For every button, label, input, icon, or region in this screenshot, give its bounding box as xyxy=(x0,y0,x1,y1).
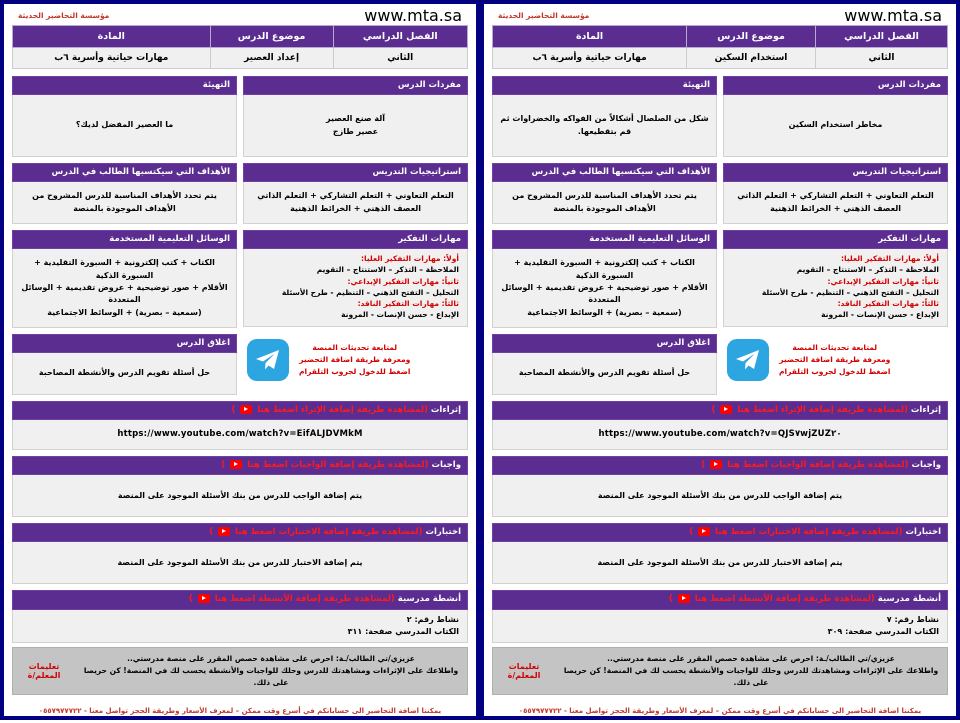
teacher-instructions-text xyxy=(555,648,947,694)
thinking-label-3: ثالثاً: مهارات التفكير الناقد: xyxy=(837,299,939,309)
tests-link-text[interactable]: (لمشاهدة طريقة إضافة الاختبارات اضغط هنا xyxy=(715,527,903,538)
panel-teaching-aids xyxy=(12,230,237,328)
telegram-block[interactable] xyxy=(243,333,468,389)
table-row xyxy=(13,48,468,69)
youtube-play-icon[interactable] xyxy=(710,460,722,469)
activity-number-value: ٧ xyxy=(886,614,892,624)
teacher-line-2: واطلاعك على الإثراءات ومشاهدتك للدرس وحلك للواجبات والأنشطة يحسب لك في المنصة! كن حريصا على ذلك. xyxy=(563,666,939,688)
telegram-line-3: اضغط للدخول لجروب التلقرام xyxy=(779,366,891,376)
tests-close-paren: ) xyxy=(689,527,694,538)
value-lesson-topic: إعداد العصير xyxy=(210,48,333,69)
panel-head-warmup: التهيئة xyxy=(492,76,717,95)
tests-title: اختبارات xyxy=(905,527,941,538)
header-subject: المادة xyxy=(493,26,687,48)
panel-thinking-skills xyxy=(243,230,468,327)
activity-number-label: نشاط رقم: xyxy=(894,614,939,624)
panel-head-thinking-skills: مهارات التفكير xyxy=(723,230,948,249)
aids-line-2: الأقلام + صور توضيحية + عروض تقديمية + الوسائل المتعددة xyxy=(21,282,228,305)
activity-number-row xyxy=(501,614,939,626)
panel-head-warmup: التهيئة xyxy=(12,76,237,95)
brand-organization: مؤسسة التحاضير الحديثة xyxy=(18,11,110,20)
activity-details xyxy=(12,610,468,644)
activity-details xyxy=(492,610,948,644)
panel-head-enrichment[interactable] xyxy=(492,401,948,420)
value-subject: مهارات حياتية وأسرية ٦ب xyxy=(13,48,211,69)
value-subject: مهارات حياتية وأسرية ٦ب xyxy=(493,48,687,69)
aids-line-1: الكتاب + كتب إلكترونية + السبورة التقليدية + السبورة الذكية xyxy=(34,258,215,280)
strategies-line-2: العصف الذهني + الخرائط الذهنية xyxy=(770,203,901,213)
teacher-instructions-label: تعليمات المعلم/ة xyxy=(27,662,61,681)
panel-head-objectives: الأهداف التي سيكتسبها الطالب في الدرس xyxy=(12,163,237,182)
activities-title: أنشطة مدرسية xyxy=(397,594,461,605)
panel-tests xyxy=(12,523,468,584)
closure-text: حل أسئلة تقويم الدرس والأنشطة المصاحبة xyxy=(492,353,717,395)
aids-line-3: (سمعية – بصرية) + الوسائط الاجتماعية xyxy=(527,307,682,317)
panel-objectives xyxy=(492,163,717,224)
panel-school-activities xyxy=(12,590,468,695)
book-page-label: الكتاب المدرسي صفحة: xyxy=(365,626,459,636)
activities-close-paren: ) xyxy=(668,594,673,605)
panel-head-tests[interactable] xyxy=(492,523,948,542)
enrichment-title: إثراءات xyxy=(430,405,461,416)
header-term: الفصل الدراسي xyxy=(333,26,467,48)
value-lesson-topic: استخدام السكين xyxy=(687,48,816,69)
tests-title: اختبارات xyxy=(425,527,461,538)
homework-close-paren: ) xyxy=(221,460,226,471)
panel-enrichment xyxy=(12,401,468,450)
objectives-text: يتم تحدد الأهداف المناسبة للدرس المشروح من الأهداف الموجودة بالمنصة xyxy=(12,182,237,224)
column-warmup xyxy=(492,76,717,401)
enrichment-close-paren: ) xyxy=(711,405,716,416)
strategies-body xyxy=(723,182,948,224)
strategies-line-1: التعلم التعاوني + التعلم التشاركي + التعلم الذاتي xyxy=(737,191,934,201)
panel-head-teaching-aids: الوسائل التعليمية المستخدمة xyxy=(12,230,237,249)
enrichment-title: إثراءات xyxy=(910,405,941,416)
enrichment-link-text[interactable]: (لمشاهدة طريقة إضافة الإثراء اضغط هنا xyxy=(257,405,428,416)
panel-head-homework[interactable] xyxy=(12,456,468,475)
teacher-instructions-label: تعليمات المعلم/ة xyxy=(507,662,541,681)
youtube-play-icon[interactable] xyxy=(240,405,252,414)
book-page-value: ٣٠٩ xyxy=(827,626,843,636)
youtube-play-icon[interactable] xyxy=(198,594,210,603)
thinking-label-1: أولاً: مهارات التفكير العليا: xyxy=(361,254,459,264)
thinking-value-1: الملاحظة – التذكر – الاستنتاج – التقويم xyxy=(796,265,939,275)
homework-link-text[interactable]: (لمشاهدة طريقة إضافة الواجبات اضغط هنا xyxy=(247,460,429,471)
vocabulary-line-1: آلة صنع العصير xyxy=(326,114,386,124)
panel-homework xyxy=(12,456,468,517)
telegram-line-1: لمتابعة تحديثات المنصة xyxy=(792,342,878,352)
telegram-icon[interactable] xyxy=(727,339,769,381)
youtube-play-icon[interactable] xyxy=(230,460,242,469)
panel-vocabulary xyxy=(243,76,468,157)
book-page-row xyxy=(21,626,459,638)
homework-close-paren: ) xyxy=(701,460,706,471)
panel-head-teaching-aids: الوسائل التعليمية المستخدمة xyxy=(492,230,717,249)
telegram-line-2: ومعرفة طريقة اضافة التحضير xyxy=(299,354,411,364)
thinking-value-2: التحليل – التفتح الذهني – التنظيم - طرح الأسئلة xyxy=(281,287,459,297)
brand-url: www.mta.sa xyxy=(364,6,462,25)
telegram-text xyxy=(779,342,890,378)
aids-line-2: الأقلام + صور توضيحية + عروض تقديمية + الوسائل المتعددة xyxy=(501,282,708,305)
enrichment-link-text[interactable]: (لمشاهدة طريقة إضافة الإثراء اضغط هنا xyxy=(737,405,908,416)
panel-head-school-activities[interactable] xyxy=(12,590,468,609)
aids-line-1: الكتاب + كتب إلكترونية + السبورة التقليدية + السبورة الذكية xyxy=(514,258,695,280)
telegram-text xyxy=(299,342,410,378)
panel-enrichment xyxy=(492,401,948,450)
teaching-aids-body xyxy=(492,249,717,328)
telegram-line-2: ومعرفة طريقة اضافة التحضير xyxy=(779,354,891,364)
telegram-line-1: لمتابعة تحديثات المنصة xyxy=(312,342,398,352)
panel-head-enrichment[interactable] xyxy=(12,401,468,420)
teacher-line-1: عزيزي/تي الطالب/ـة: احرص على مشاهدة حصص المقرر على منصة مدرستي.. xyxy=(607,654,895,664)
thinking-label-3: ثالثاً: مهارات التفكير الناقد: xyxy=(357,299,459,309)
tests-text: يتم إضافة الاختبار للدرس من بنك الأسئلة الموجود على المنصة xyxy=(492,542,948,584)
homework-title: واجبات xyxy=(911,460,941,471)
panel-head-objectives: الأهداف التي سيكتسبها الطالب في الدرس xyxy=(492,163,717,182)
activity-number-value: ٢ xyxy=(406,614,412,624)
panel-head-thinking-skills: مهارات التفكير xyxy=(243,230,468,249)
tests-text: يتم إضافة الاختبار للدرس من بنك الأسئلة الموجود على المنصة xyxy=(12,542,468,584)
activity-number-label: نشاط رقم: xyxy=(414,614,459,624)
panel-homework xyxy=(492,456,948,517)
youtube-play-icon[interactable] xyxy=(720,405,732,414)
panel-strategies xyxy=(243,163,468,224)
header-subject: المادة xyxy=(13,26,211,48)
upper-columns xyxy=(12,76,468,401)
panel-head-strategies: استراتيجيات التدريس xyxy=(243,163,468,182)
column-vocabulary xyxy=(243,76,468,401)
book-page-row xyxy=(501,626,939,638)
upper-columns xyxy=(492,76,948,401)
table-header-row xyxy=(13,26,468,48)
homework-title: واجبات xyxy=(431,460,461,471)
enrichment-url[interactable]: https://www.youtube.com/watch?v=QJS٧wjZUZ٢٠ xyxy=(492,420,948,450)
panel-head-school-activities[interactable] xyxy=(492,590,948,609)
youtube-play-icon[interactable] xyxy=(698,527,710,536)
warmup-text: ما العصير المفضل لديك؟ xyxy=(12,95,237,157)
header-term: الفصل الدراسي xyxy=(815,26,947,48)
vocabulary-line-1: مخاطر استخدام السكين xyxy=(788,120,883,130)
thinking-skills-body xyxy=(243,249,468,327)
panel-head-vocabulary: مفردات الدرس xyxy=(723,76,948,95)
lesson-page-right xyxy=(0,0,480,720)
activities-close-paren: ) xyxy=(188,594,193,605)
telegram-icon[interactable] xyxy=(247,339,289,381)
youtube-play-icon[interactable] xyxy=(218,527,230,536)
tests-link-text[interactable]: (لمشاهدة طريقة إضافة الاختبارات اضغط هنا xyxy=(235,527,423,538)
enrichment-url[interactable]: https://www.youtube.com/watch?v=EifALJDVMkM xyxy=(12,420,468,450)
panel-thinking-skills xyxy=(723,230,948,327)
telegram-line-3: اضغط للدخول لجروب التلقرام xyxy=(299,366,411,376)
book-page-label: الكتاب المدرسي صفحة: xyxy=(845,626,939,636)
thinking-label-2: ثانياً: مهارات التفكير الإبداعي: xyxy=(827,276,939,286)
panel-warmup xyxy=(12,76,237,157)
panel-closure xyxy=(492,334,717,395)
teacher-line-2: واطلاعك على الإثراءات ومشاهدتك للدرس وحلك للواجبات والأنشطة يحسب لك في المنصة! كن حريصا على ذلك. xyxy=(83,666,459,688)
brand-bar xyxy=(492,7,948,25)
panel-tests xyxy=(492,523,948,584)
strategies-body xyxy=(243,182,468,224)
panel-teaching-aids xyxy=(492,230,717,328)
strategies-line-2: العصف الذهني + الخرائط الذهنية xyxy=(290,203,421,213)
homework-text: يتم إضافة الواجب للدرس من بنك الأسئلة الموجود على المنصة xyxy=(12,475,468,517)
panel-objectives xyxy=(12,163,237,224)
panel-closure xyxy=(12,334,237,395)
value-term: الثاني xyxy=(333,48,467,69)
brand-url: www.mta.sa xyxy=(844,6,942,25)
panel-head-tests[interactable] xyxy=(12,523,468,542)
lesson-info-table xyxy=(12,25,468,69)
teacher-instructions-text xyxy=(75,648,467,694)
footer-note: يمكننا اضافة التحاضير الى حساباتكم في أسرع وقت ممكن – لمعرف الأسعار وطريقة الحجز تواصل معنا - ٠٥٥٧٩٧٧٧٢٢ xyxy=(38,707,442,716)
panel-school-activities xyxy=(492,590,948,695)
value-term: الثاني xyxy=(815,48,947,69)
tests-close-paren: ) xyxy=(209,527,214,538)
thinking-value-3: الإبداع - حسن الإنصات - المرونة xyxy=(341,310,459,320)
panel-warmup xyxy=(492,76,717,157)
book-page-value: ٣١١ xyxy=(347,626,363,636)
column-warmup xyxy=(12,76,237,401)
enrichment-close-paren: ) xyxy=(231,405,236,416)
objectives-text: يتم تحدد الأهداف المناسبة للدرس المشروح من الأهداف الموجودة بالمنصة xyxy=(492,182,717,224)
telegram-block[interactable] xyxy=(723,333,948,389)
lesson-info-table xyxy=(492,25,948,69)
vocabulary-body xyxy=(243,95,468,157)
teacher-instructions-row xyxy=(12,647,468,695)
aids-line-3: (سمعية – بصرية) + الوسائط الاجتماعية xyxy=(47,307,202,317)
thinking-label-2: ثانياً: مهارات التفكير الإبداعي: xyxy=(347,276,459,286)
brand-bar xyxy=(12,7,468,25)
footer-note: يمكننا اضافة التحاضير الى حساباتكم في أسرع وقت ممكن – لمعرف الأسعار وطريقة الحجز تواصل معنا - ٠٥٥٧٩٧٧٧٢٢ xyxy=(518,707,922,716)
thinking-label-1: أولاً: مهارات التفكير العليا: xyxy=(841,254,939,264)
homework-link-text[interactable]: (لمشاهدة طريقة إضافة الواجبات اضغط هنا xyxy=(727,460,909,471)
activities-link-text[interactable]: (لمشاهدة طريقة إضافة الأنشطة اضغط هنا xyxy=(694,594,875,605)
header-lesson-topic: موضوع الدرس xyxy=(210,26,333,48)
teacher-instructions-row xyxy=(492,647,948,695)
panel-vocabulary xyxy=(723,76,948,157)
warmup-text: شكل من الصلصال أشكالاً من الفواكه والخضراوات ثم قم بتقطيعها. xyxy=(492,95,717,157)
thinking-value-3: الإبداع - حسن الإنصات - المرونة xyxy=(821,310,939,320)
vocabulary-body xyxy=(723,95,948,157)
activity-number-row xyxy=(21,614,459,626)
panel-head-closure: اغلاق الدرس xyxy=(12,334,237,353)
teaching-aids-body xyxy=(12,249,237,328)
panel-head-closure: اغلاق الدرس xyxy=(492,334,717,353)
vocabulary-line-2: عصير طازج xyxy=(332,126,379,136)
table-header-row xyxy=(493,26,948,48)
column-vocabulary xyxy=(723,76,948,401)
activities-title: أنشطة مدرسية xyxy=(877,594,941,605)
header-lesson-topic: موضوع الدرس xyxy=(687,26,816,48)
panel-head-strategies: استراتيجيات التدريس xyxy=(723,163,948,182)
table-row xyxy=(493,48,948,69)
panel-head-homework[interactable] xyxy=(492,456,948,475)
teacher-line-1: عزيزي/تي الطالب/ـة: احرص على مشاهدة حصص المقرر على منصة مدرستي.. xyxy=(127,654,415,664)
brand-organization: مؤسسة التحاضير الحديثة xyxy=(498,11,590,20)
youtube-play-icon[interactable] xyxy=(678,594,690,603)
thinking-skills-body xyxy=(723,249,948,327)
thinking-value-2: التحليل – التفتح الذهني – التنظيم - طرح الأسئلة xyxy=(761,287,939,297)
activities-link-text[interactable]: (لمشاهدة طريقة إضافة الأنشطة اضغط هنا xyxy=(214,594,395,605)
homework-text: يتم إضافة الواجب للدرس من بنك الأسئلة الموجود على المنصة xyxy=(492,475,948,517)
thinking-value-1: الملاحظة – التذكر – الاستنتاج – التقويم xyxy=(316,265,459,275)
lesson-page-left xyxy=(480,0,960,720)
closure-text: حل أسئلة تقويم الدرس والأنشطة المصاحبة xyxy=(12,353,237,395)
panel-head-vocabulary: مفردات الدرس xyxy=(243,76,468,95)
strategies-line-1: التعلم التعاوني + التعلم التشاركي + التعلم الذاتي xyxy=(257,191,454,201)
panel-strategies xyxy=(723,163,948,224)
